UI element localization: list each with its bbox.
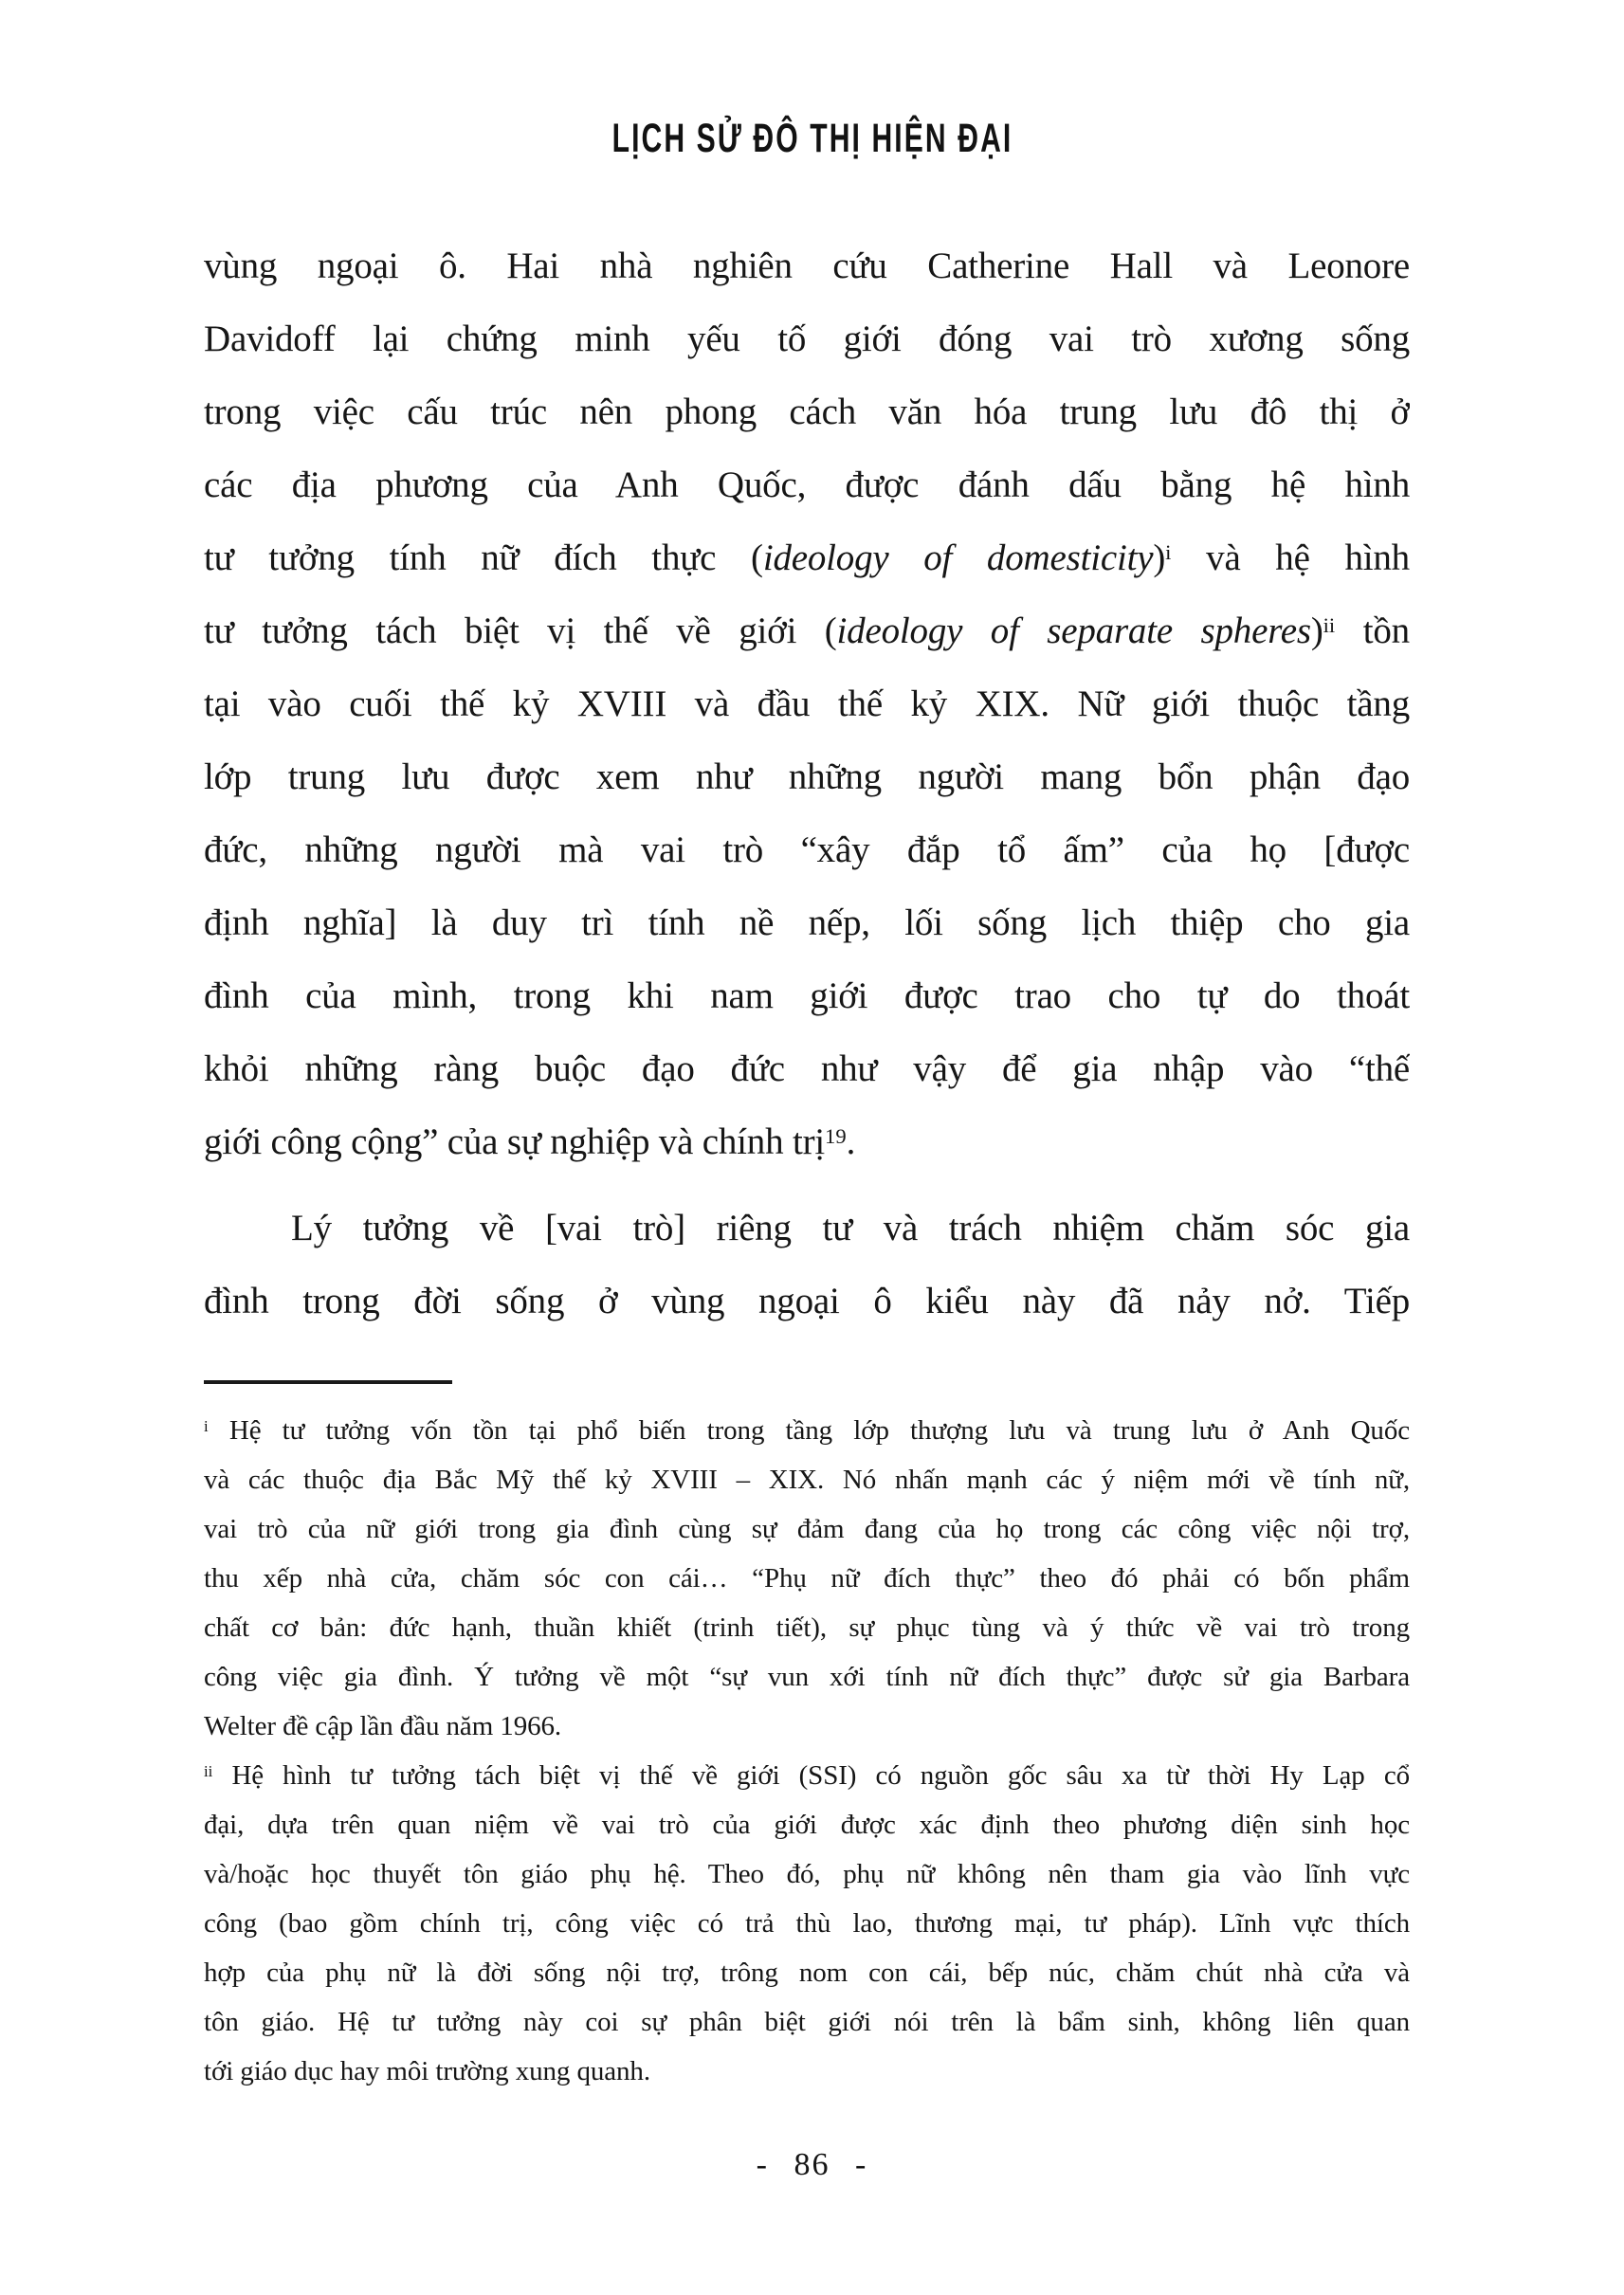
footnote-line: chất cơ bản: đức hạnh, thuần khiết (trinh tiết), sự phục tùng và ý thức về vai trò trong <box>204 1612 1410 1643</box>
footnote-line: và các thuộc địa Bắc Mỹ thế kỷ XVIII – XIX. Nó nhấn mạnh các ý niệm mới về tính nữ, <box>204 1465 1410 1495</box>
footnote-line: và/hoặc học thuyết tôn giáo phụ hệ. Theo đó, phụ nữ không nên tham gia vào lĩnh vực <box>204 1859 1410 1889</box>
footnote-line: tới giáo dục hay môi trường xung quanh. <box>204 2056 650 2086</box>
footnote-separator <box>204 1380 452 1384</box>
body-line: trong việc cấu trúc nên phong cách văn hóa trung lưu đô thị ở <box>204 392 1410 432</box>
body-line: khỏi những ràng buộc đạo đức như vậy để gia nhập vào “thế <box>204 1048 1410 1089</box>
footnote-line: vai trò của nữ giới trong gia đình cùng sự đảm đang của họ trong các công việc nội trợ, <box>204 1514 1410 1544</box>
body-line: tư tưởng tách biệt vị thế về giới (ideology of separate spheres)$^{ii}$ tồn <box>204 610 1410 651</box>
running-head <box>0 116 1624 169</box>
running-head-title: LỊCH SỬ ĐÔ THỊ HIỆN ĐẠI <box>611 116 1013 161</box>
body-text <box>204 229 1410 1338</box>
footnote-line: công việc gia đình. Ý tưởng về một “sự vun xới tính nữ đích thực” được sử gia Barbara <box>204 1662 1410 1692</box>
body-line: Lý tưởng về [vai trò] riêng tư và trách nhiệm chăm sóc gia <box>291 1208 1410 1248</box>
body-line: đức, những người mà vai trò “xây đắp tổ ấm” của họ [được <box>204 829 1410 870</box>
footnote-line: tôn giáo. Hệ tư tưởng này coi sự phân biệt giới nói trên là bẩm sinh, không liên quan <box>204 2007 1410 2037</box>
footnote-line: Welter đề cập lần đầu năm 1966. <box>204 1711 562 1741</box>
footnote-line: hợp của phụ nữ là đời sống nội trợ, trông nom con cái, bếp núc, chăm chút nhà cửa và <box>204 1958 1410 1988</box>
body-line: đình của mình, trong khi nam giới được trao cho tự do thoát <box>204 975 1410 1016</box>
body-line: vùng ngoại ô. Hai nhà nghiên cứu Catherine Hall và Leonore <box>204 246 1410 286</box>
footnote-line: $^i$ Hệ tư tưởng vốn tồn tại phổ biến trong tầng lớp thượng lưu và trung lưu ở Anh Quốc <box>204 1415 1410 1446</box>
body-line: lớp trung lưu được xem như những người mang bổn phận đạo <box>204 756 1410 797</box>
body-line: giới công cộng” của sự nghiệp và chính trị$^{19}$. <box>204 1121 856 1162</box>
footnote-line: đại, dựa trên quan niệm về vai trò của giới được xác định theo phương diện sinh học <box>204 1810 1410 1840</box>
footnotes <box>204 1406 1410 2096</box>
footnote-line: $^{ii}$ Hệ hình tư tưởng tách biệt vị thế về giới (SSI) có nguồn gốc sâu xa từ thời Hy Lạp cổ <box>204 1760 1410 1791</box>
footnote-line: thu xếp nhà cửa, chăm sóc con cái… “Phụ nữ đích thực” theo đó phải có bốn phẩm <box>204 1563 1410 1594</box>
body-line: tại vào cuối thế kỷ XVIII và đầu thế kỷ XIX. Nữ giới thuộc tầng <box>204 683 1410 724</box>
page-number: - 86 - <box>756 2147 868 2182</box>
body-line: Davidoff lại chứng minh yếu tố giới đóng vai trò xương sống <box>204 319 1410 359</box>
footnote-line: công (bao gồm chính trị, công việc có trả thù lao, thương mại, tư pháp). Lĩnh vực thích <box>204 1908 1410 1939</box>
body-line: đình trong đời sống ở vùng ngoại ô kiểu này đã nảy nở. Tiếp <box>204 1281 1410 1321</box>
body-line: định nghĩa] là duy trì tính nề nếp, lối sống lịch thiệp cho gia <box>204 902 1410 943</box>
body-line: tư tưởng tính nữ đích thực (ideology of domesticity)$^i$ và hệ hình <box>204 537 1410 578</box>
body-line: các địa phương của Anh Quốc, được đánh dấu bằng hệ hình <box>204 464 1410 505</box>
